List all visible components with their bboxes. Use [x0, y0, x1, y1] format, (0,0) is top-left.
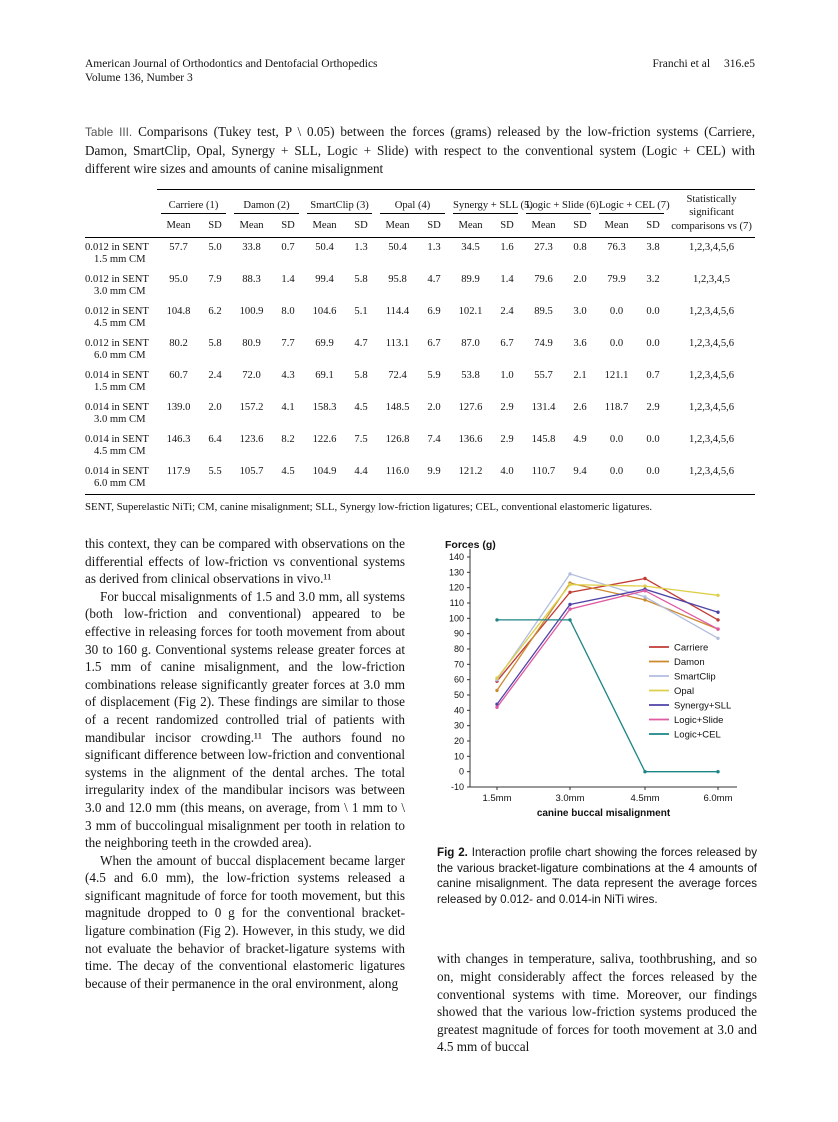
mean-value-cell: 99.4	[315, 273, 334, 285]
mean-value-cell: 79.6	[534, 273, 553, 285]
misalignment-label: 1.5 mm CM	[94, 382, 146, 394]
x-tick-label: 4.5mm	[630, 793, 660, 804]
sd-value-cell: 0.0	[646, 305, 660, 317]
table-row	[85, 462, 755, 495]
body-paragraph: this context, they can be compared with observations on the differential effects of low-friction vs conventional systems as derived from clinical observations in vivo.¹¹	[85, 536, 405, 587]
table-header-row-groups	[85, 190, 755, 215]
sd-subheader: SD	[346, 214, 376, 237]
sd-value-cell: 0.8	[573, 241, 587, 253]
sd-value-cell: 4.1	[281, 401, 295, 413]
sd-subheader: SD	[273, 214, 303, 237]
group-header-label: Synergy + SLL (5)	[453, 200, 518, 214]
sd-value-cell: 1.3	[427, 241, 441, 253]
body-paragraph: For buccal misalignments of 1.5 and 3.0 mm, all systems (both low-friction and conventional) appeared to be effective in releasing forces for tooth movement from about 30 to 160 g. Conventional systems release greater forces at 1.5 mm of canine misalignment, and the low-friction combinations release significantly greater forces at 3.0 mm of displacement (Fig 2). These findings are similar to those of a recent randomized controlled trial of patients with mandibular incisor crowding.¹¹ The authors found no significant difference between low-friction and conventional systems in the alignment of the dental arches. The total irregularity index of the mandibular incisors was between 3.0 and 12.0 mm (this means, on average, from \ 1 mm to \ 3 mm of buccolingual misalignment per tooth in relation to the neighboring teeth in the crowded area).	[85, 588, 405, 851]
mean-value-cell: 104.9	[303, 462, 346, 495]
sd-value-cell: 1.4	[500, 273, 514, 285]
sd-value-cell: 5.8	[354, 273, 368, 285]
significance-column-header: Statistically significant comparisons vs (7)	[668, 190, 755, 238]
group-header-label: Logic + Slide (6)	[526, 200, 591, 214]
sd-value-cell: 6.9	[427, 305, 441, 317]
y-tick-label: 100	[448, 613, 464, 624]
page-number: 316.e5	[724, 58, 755, 70]
sd-subheader: SD	[492, 214, 522, 237]
sd-value-cell: 1.6	[500, 241, 514, 253]
sd-value-cell: 5.8	[208, 337, 222, 349]
y-tick-label: 40	[453, 705, 464, 716]
y-tick-label: 70	[453, 659, 464, 670]
misalignment-label: 3.0 mm CM	[94, 286, 146, 298]
mean-value-cell: 33.8	[242, 241, 261, 253]
mean-value-cell: 0.0	[595, 462, 638, 495]
y-tick-label: 30	[453, 720, 464, 731]
right-column	[437, 535, 757, 1056]
mean-value-cell: 87.0	[461, 337, 480, 349]
sd-value-cell: 2.9	[500, 401, 514, 413]
mean-value-cell: 117.9	[157, 462, 200, 495]
sd-value-cell: 4.7	[354, 337, 368, 349]
sd-value-cell: 8.0	[281, 305, 295, 317]
misalignment-label: 4.5 mm CM	[94, 446, 146, 458]
mean-value-cell: 104.8	[166, 305, 191, 317]
series-point	[643, 584, 646, 587]
mean-value-cell: 123.6	[239, 433, 264, 445]
series-point	[716, 770, 719, 773]
table-row	[85, 430, 755, 462]
sd-value-cell: 3.2	[646, 273, 660, 285]
wire-size-label: 0.012 in SENT	[85, 273, 149, 285]
body-columns	[85, 535, 757, 1056]
row-label-cell	[85, 398, 157, 430]
significance-value-cell: 1,2,3,4,5,6	[689, 369, 735, 381]
chart-title: Forces (g)	[445, 539, 496, 551]
group-header-label: Damon (2)	[234, 200, 299, 214]
sd-value-cell: 5.1	[354, 305, 368, 317]
y-tick-label: 0	[458, 766, 464, 777]
table-row	[85, 398, 755, 430]
sd-value-cell: 0.7	[281, 241, 295, 253]
series-point	[568, 583, 571, 586]
significance-value-cell: 1,2,3,4,5,6	[689, 241, 735, 253]
author-name: Franchi et al	[652, 58, 711, 70]
label-column-header	[85, 214, 157, 237]
mean-value-cell: 105.7	[230, 462, 273, 495]
wire-size-label: 0.014 in SENT	[85, 369, 149, 381]
wire-size-label: 0.014 in SENT	[85, 465, 149, 477]
sd-value-cell: 4.9	[573, 433, 587, 445]
sd-value-cell: 0.7	[646, 369, 660, 381]
figure-caption-text: Interaction profile chart showing the forces released by the various bracket-ligature combinations at the 4 amounts of canine misalignment. The data represent the average forces released by 0.012- and 0.014-in NiTi wires.	[437, 846, 757, 906]
sd-value-cell: 3.0	[573, 305, 587, 317]
row-label-cell	[85, 237, 157, 270]
mean-value-cell: 114.4	[385, 305, 410, 317]
group-header-cell	[522, 190, 599, 215]
sd-value-cell: 2.4	[500, 305, 514, 317]
body-paragraph: When the amount of buccal displacement became larger (4.5 and 6.0 mm), the low-friction systems released a significant magnitude of force for tooth movement, but this magnitude dropped to 0 g for the conventional bracket-ligature combination (Fig 2). However, in this study, we did not evaluate the behavior of bracket-ligature systems with time. The decay of the conventional elastomeric ligatures because of their permanence in the oral environment, along	[85, 852, 405, 991]
mean-value-cell: 0.0	[609, 433, 624, 445]
series-point	[495, 706, 498, 709]
sd-value-cell: 9.4	[565, 462, 595, 495]
sd-value-cell: 2.0	[573, 273, 587, 285]
mean-value-cell: 102.1	[458, 305, 483, 317]
series-point	[568, 572, 571, 575]
mean-value-cell: 116.0	[376, 462, 419, 495]
legend-label: Logic+CEL	[674, 729, 721, 741]
table-header-row-stats	[85, 214, 755, 237]
mean-value-cell: 57.7	[169, 241, 188, 253]
left-column	[85, 535, 405, 1056]
running-head	[85, 57, 755, 85]
mean-value-cell: 157.2	[239, 401, 264, 413]
group-header-label: SmartClip (3)	[307, 200, 372, 214]
sd-value-cell: 2.4	[208, 369, 222, 381]
group-header-cell	[230, 190, 303, 215]
figure-label: Fig 2.	[437, 846, 468, 859]
sd-value-cell: 4.3	[281, 369, 295, 381]
series-point	[716, 637, 719, 640]
wire-size-label: 0.012 in SENT	[85, 305, 149, 317]
x-axis-title: canine buccal misalignment	[536, 808, 671, 819]
sd-value-cell: 2.1	[573, 369, 587, 381]
sd-value-cell: 1.4	[281, 273, 295, 285]
significance-value-cell: 1,2,3,4,5	[693, 273, 731, 285]
mean-value-cell: 76.3	[607, 241, 626, 253]
sd-value-cell: 7.7	[281, 337, 295, 349]
mean-value-cell: 53.8	[461, 369, 480, 381]
y-tick-label: 20	[453, 736, 464, 746]
legend-label: Carriere	[674, 642, 709, 654]
mean-value-cell: 104.6	[312, 305, 337, 317]
mean-value-cell: 148.5	[385, 401, 410, 413]
group-header-cell	[376, 190, 449, 215]
series-point	[643, 598, 646, 601]
group-header-label: Carriere (1)	[161, 200, 226, 214]
mean-subheader: Mean	[376, 214, 419, 237]
mean-value-cell: 60.7	[169, 369, 188, 381]
mean-value-cell: 88.3	[242, 273, 261, 285]
sd-value-cell: 4.0	[492, 462, 522, 495]
journal-issue: Volume 136, Number 3	[85, 72, 193, 84]
series-point	[495, 689, 498, 692]
mean-value-cell: 131.4	[531, 401, 556, 413]
mean-value-cell: 80.9	[242, 337, 261, 349]
y-tick-label: 80	[453, 644, 464, 654]
legend-label: Opal	[674, 686, 695, 697]
sd-value-cell: 1.3	[354, 241, 368, 253]
table-row	[85, 270, 755, 302]
mean-value-cell: 118.7	[604, 401, 629, 413]
mean-value-cell: 121.2	[449, 462, 492, 495]
sd-subheader: SD	[419, 214, 449, 237]
table-label: Table III.	[85, 125, 133, 139]
wire-size-label: 0.014 in SENT	[85, 401, 149, 413]
sd-value-cell: 2.0	[208, 401, 222, 413]
series-point	[568, 618, 571, 621]
series-point	[495, 618, 498, 621]
sd-value-cell: 5.0	[208, 241, 222, 253]
significance-value-cell: 1,2,3,4,5,6	[689, 433, 735, 445]
misalignment-label: 6.0 mm CM	[94, 350, 146, 362]
sd-value-cell: 6.7	[427, 337, 441, 349]
sd-value-cell: 0.0	[646, 337, 660, 349]
series-point	[643, 577, 646, 580]
table-row	[85, 366, 755, 398]
group-header-label: Opal (4)	[380, 200, 445, 214]
sd-value-cell: 7.5	[354, 433, 368, 445]
mean-value-cell: 0.0	[609, 305, 624, 317]
legend-label: Logic+Slide	[674, 715, 724, 726]
mean-value-cell: 121.1	[604, 369, 629, 381]
mean-value-cell: 146.3	[166, 433, 191, 445]
mean-value-cell: 74.9	[534, 337, 553, 349]
journal-title-block	[85, 57, 378, 85]
series-point	[643, 595, 646, 598]
legend-label: Damon	[674, 657, 705, 668]
table-row	[85, 302, 755, 334]
sd-value-cell: 2.9	[500, 433, 514, 445]
significance-value-cell: 1,2,3,4,5,6	[668, 462, 755, 495]
y-tick-label: 140	[448, 552, 464, 562]
sd-value-cell: 2.6	[573, 401, 587, 413]
mean-value-cell: 55.7	[534, 369, 553, 381]
table-row	[85, 334, 755, 366]
row-label-cell	[85, 334, 157, 366]
series-point	[716, 618, 719, 621]
mean-value-cell: 145.8	[531, 433, 556, 445]
group-header-cell	[449, 190, 533, 215]
sd-value-cell: 4.4	[346, 462, 376, 495]
row-label-cell	[85, 270, 157, 302]
results-table	[85, 189, 755, 495]
x-tick-label: 6.0mm	[703, 793, 733, 804]
wire-size-label: 0.012 in SENT	[85, 337, 149, 349]
mean-value-cell: 139.0	[166, 401, 191, 413]
sd-value-cell: 5.9	[427, 369, 441, 381]
series-point	[643, 589, 646, 592]
sd-value-cell: 1.0	[500, 369, 514, 381]
sd-value-cell: 9.9	[419, 462, 449, 495]
y-tick-label: 90	[453, 628, 464, 639]
series-point	[568, 607, 571, 610]
wire-size-label: 0.014 in SENT	[85, 433, 149, 445]
mean-value-cell: 72.0	[242, 369, 261, 381]
wire-size-label: 0.012 in SENT	[85, 241, 149, 253]
sd-value-cell: 7.9	[208, 273, 222, 285]
y-tick-label: 110	[449, 598, 464, 608]
sd-value-cell: 6.4	[208, 433, 222, 445]
sd-value-cell: 4.5	[273, 462, 303, 495]
mean-subheader: Mean	[595, 214, 638, 237]
mean-value-cell: 126.8	[385, 433, 410, 445]
series-point	[495, 676, 498, 679]
sd-value-cell: 6.2	[208, 305, 222, 317]
sd-value-cell: 2.0	[427, 401, 441, 413]
sd-value-cell: 3.8	[646, 241, 660, 253]
legend-label: SmartClip	[674, 671, 716, 683]
mean-subheader: Mean	[303, 214, 346, 237]
running-head-right	[653, 57, 755, 85]
series-point	[568, 603, 571, 606]
line-chart	[437, 535, 757, 832]
sd-value-cell: 3.6	[573, 337, 587, 349]
group-header-label: Logic + CEL (7)	[599, 200, 664, 214]
table-block	[85, 123, 755, 514]
sd-value-cell: 4.7	[427, 273, 441, 285]
row-label-cell	[85, 302, 157, 334]
journal-title: American Journal of Orthodontics and Dentofacial Orthopedics	[85, 58, 378, 70]
mean-value-cell: 136.6	[458, 433, 483, 445]
sd-subheader: SD	[638, 214, 668, 237]
mean-value-cell: 50.4	[388, 241, 407, 253]
y-tick-label: 50	[453, 690, 464, 700]
mean-value-cell: 113.1	[385, 337, 410, 349]
row-label-cell	[85, 366, 157, 398]
x-tick-label: 3.0mm	[555, 793, 585, 804]
mean-value-cell: 110.7	[522, 462, 565, 495]
series-point	[568, 591, 571, 594]
y-tick-label: 120	[448, 582, 464, 593]
misalignment-label: 4.5 mm CM	[94, 318, 146, 330]
mean-value-cell: 69.9	[315, 337, 334, 349]
mean-value-cell: 34.5	[461, 241, 480, 253]
sd-value-cell: 0.0	[646, 433, 660, 445]
table-row	[85, 237, 755, 270]
mean-value-cell: 95.8	[388, 273, 407, 285]
mean-value-cell: 95.0	[169, 273, 188, 285]
table-footnote: SENT, Superelastic NiTi; CM, canine misalignment; SLL, Synergy low-friction ligatures; CEL, conventional elastomeric ligatures.	[85, 500, 653, 513]
mean-value-cell: 69.1	[315, 369, 334, 381]
mean-value-cell: 122.6	[312, 433, 337, 445]
legend-label: Synergy+SLL	[674, 700, 732, 712]
series-point	[716, 627, 719, 630]
significance-value-cell: 1,2,3,4,5,6	[689, 401, 735, 413]
row-label-cell	[85, 462, 157, 495]
mean-value-cell: 50.4	[315, 241, 334, 253]
body-paragraph: with changes in temperature, saliva, toothbrushing, and so on, might considerably affect the forces released by the conventional systems with time. Moreover, our findings showed that the various low-friction systems produced the greatest magnitude of forces for tooth movement at 3.0 and 4.5 mm of buccal	[437, 951, 757, 1055]
mean-subheader: Mean	[522, 214, 565, 237]
series-point	[716, 611, 719, 614]
y-tick-label: 10	[453, 751, 464, 762]
significance-value-cell: 1,2,3,4,5,6	[689, 337, 735, 349]
sd-value-cell: 7.4	[427, 433, 441, 445]
y-tick-label: 130	[448, 567, 464, 578]
mean-value-cell: 158.3	[312, 401, 337, 413]
misalignment-label: 1.5 mm CM	[94, 254, 146, 266]
mean-subheader: Mean	[449, 214, 492, 237]
row-label-cell	[85, 430, 157, 462]
misalignment-label: 6.0 mm CM	[94, 478, 146, 490]
mean-value-cell: 89.9	[461, 273, 480, 285]
sd-value-cell: 5.5	[200, 462, 230, 495]
sd-subheader: SD	[565, 214, 595, 237]
group-header-cell	[157, 190, 230, 215]
mean-subheader: Mean	[157, 214, 200, 237]
mean-value-cell: 0.0	[609, 337, 624, 349]
sd-value-cell: 6.7	[500, 337, 514, 349]
group-header-cell	[303, 190, 376, 215]
mean-value-cell: 80.2	[169, 337, 188, 349]
group-header-cell	[595, 190, 668, 215]
mean-value-cell: 72.4	[388, 369, 407, 381]
sd-subheader: SD	[200, 214, 230, 237]
table-caption-text: Comparisons (Tukey test, P \ 0.05) between the forces (grams) released by the low-friction systems (Carriere, Damon, SmartClip, Opal, Synergy + SLL, Logic + Slide) with respect to the conventional system (Logic + CEL) with different wire sizes and amounts of canine misalignment	[85, 124, 756, 177]
mean-value-cell: 89.5	[534, 305, 553, 317]
series-point	[643, 770, 646, 773]
sd-value-cell: 0.0	[638, 462, 668, 495]
mean-value-cell: 100.9	[239, 305, 264, 317]
series-point	[716, 594, 719, 597]
sd-value-cell: 5.8	[354, 369, 368, 381]
y-tick-label: -10	[450, 782, 464, 792]
mean-value-cell: 27.3	[534, 241, 553, 253]
misalignment-label: 3.0 mm CM	[94, 414, 146, 426]
sd-value-cell: 2.9	[646, 401, 660, 413]
figure-2-chart	[437, 535, 757, 832]
table-corner-cell	[85, 190, 157, 215]
x-tick-label: 1.5mm	[482, 793, 512, 804]
figure-caption	[437, 845, 757, 907]
sd-value-cell: 8.2	[281, 433, 295, 445]
sd-value-cell: 4.5	[354, 401, 368, 413]
mean-value-cell: 127.6	[458, 401, 483, 413]
significance-value-cell: 1,2,3,4,5,6	[689, 305, 735, 317]
y-tick-label: 60	[453, 674, 464, 685]
mean-subheader: Mean	[230, 214, 273, 237]
mean-value-cell: 79.9	[607, 273, 626, 285]
table-caption	[85, 123, 755, 179]
